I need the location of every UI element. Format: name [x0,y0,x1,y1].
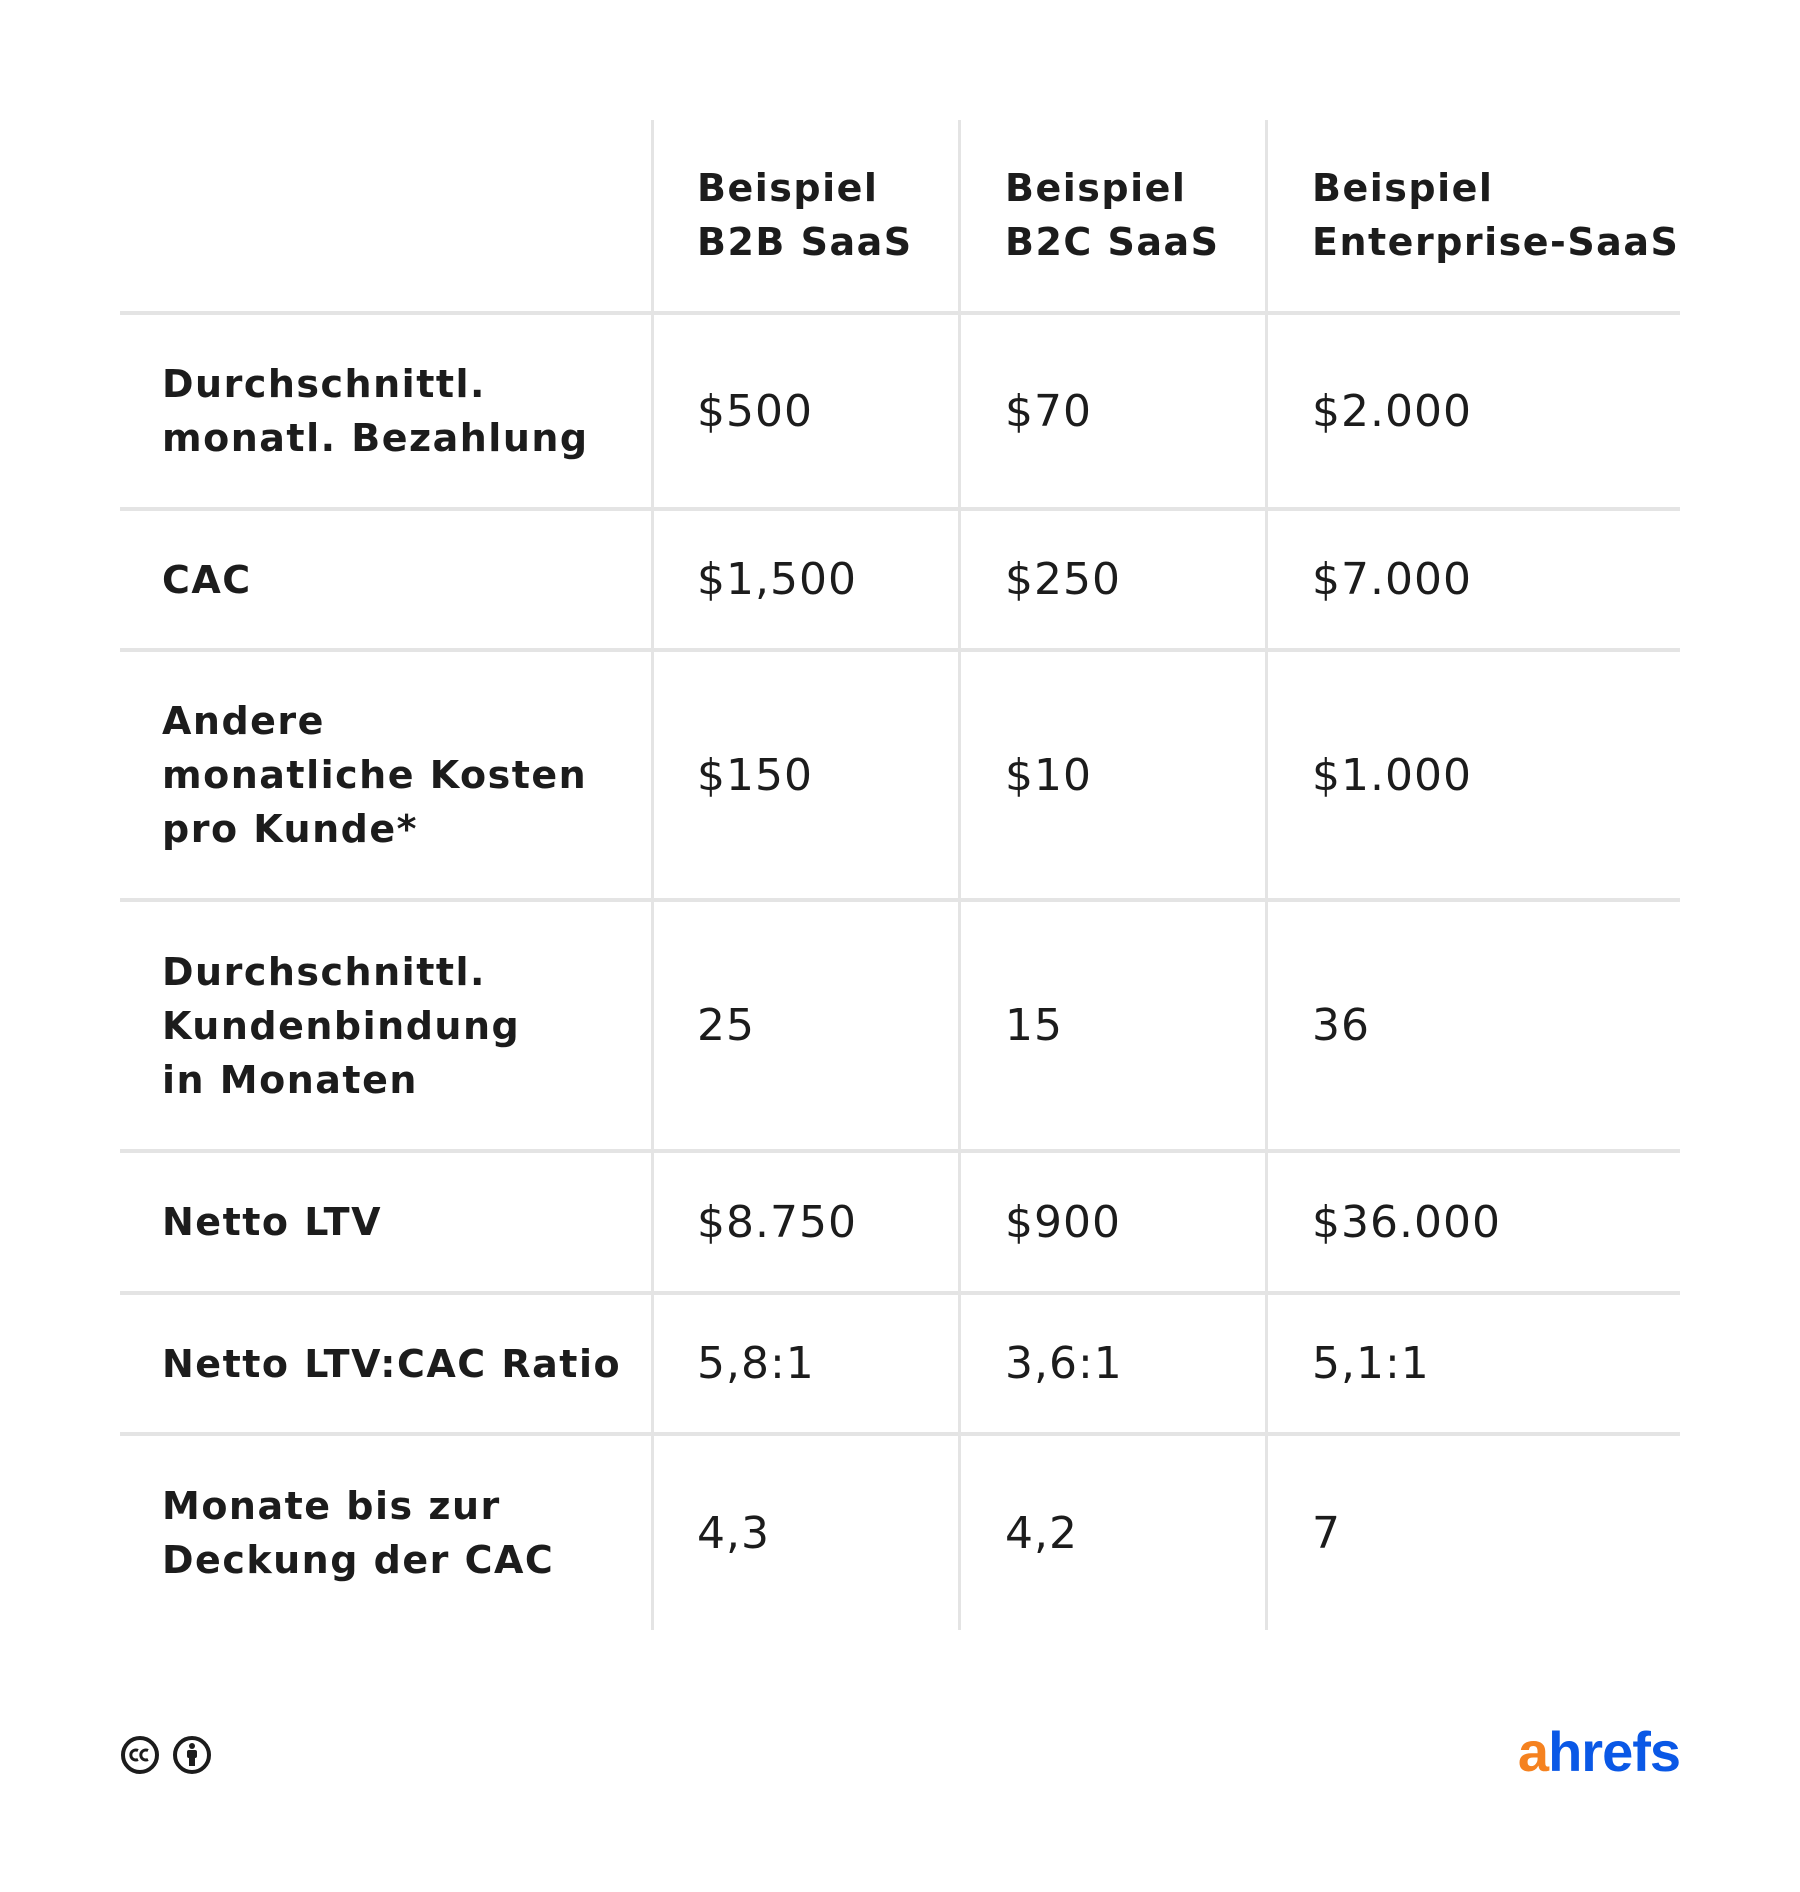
table-cell: $70 [1005,385,1092,437]
table-cell: $1.000 [1312,749,1472,801]
table-row [120,315,1680,507]
column-header [697,155,987,275]
table-cell: $7.000 [1312,554,1472,605]
table-cell: 4,3 [697,1507,770,1559]
row-label: CAC [162,557,252,602]
table-cell: 5,1:1 [1312,1338,1430,1389]
table-cell: $250 [1005,554,1121,605]
column-header-text: Beispiel B2B SaaS [697,166,913,264]
column-header [1005,155,1295,275]
header-row [120,155,1680,275]
table-cell: 3,6:1 [1005,1338,1123,1389]
table-row [120,652,1680,898]
table-cell: $900 [1005,1196,1121,1248]
table-cell: 15 [1005,1000,1063,1051]
license-icons [120,1735,212,1775]
attribution-icon [172,1735,212,1775]
table-row [120,1153,1680,1291]
column-header-text: Beispiel Enterprise-SaaS [1312,166,1680,264]
table-cell: $150 [697,749,813,801]
row-label: Netto LTV [162,1200,382,1244]
ahrefs-logo: ahrefs [1517,1720,1680,1783]
table-cell: $2.000 [1312,385,1472,437]
row-label: Durchschnittl. Kundenbindung in Monaten [162,949,521,1102]
row-label: Andere monatliche Kosten pro Kunde* [162,699,588,851]
table-cell: 25 [697,1000,755,1051]
row-label: Netto LTV:CAC Ratio [162,1341,622,1386]
table-cell: 5,8:1 [697,1338,815,1389]
column-header-text: Beispiel B2C SaaS [1005,166,1220,264]
table-row [120,1436,1680,1630]
creative-commons-icon [120,1735,160,1775]
table-cell: $10 [1005,749,1092,801]
comparison-table [120,120,1680,1630]
table-cell: $1,500 [697,554,857,605]
table-cell: $36.000 [1312,1196,1501,1248]
row-label: Monate bis zur Deckung der CAC [162,1484,555,1582]
table-cell: $8.750 [697,1196,857,1248]
table-row [120,902,1680,1149]
table-row [120,1295,1680,1432]
table-row [120,511,1680,648]
table-cell: 4,2 [1005,1507,1078,1559]
column-header [1312,155,1680,275]
table-cell: $500 [697,385,813,437]
row-label: Durchschnittl. monatl. Bezahlung [162,362,589,460]
table-cell: 7 [1312,1507,1341,1559]
table-cell: 36 [1312,1000,1370,1051]
